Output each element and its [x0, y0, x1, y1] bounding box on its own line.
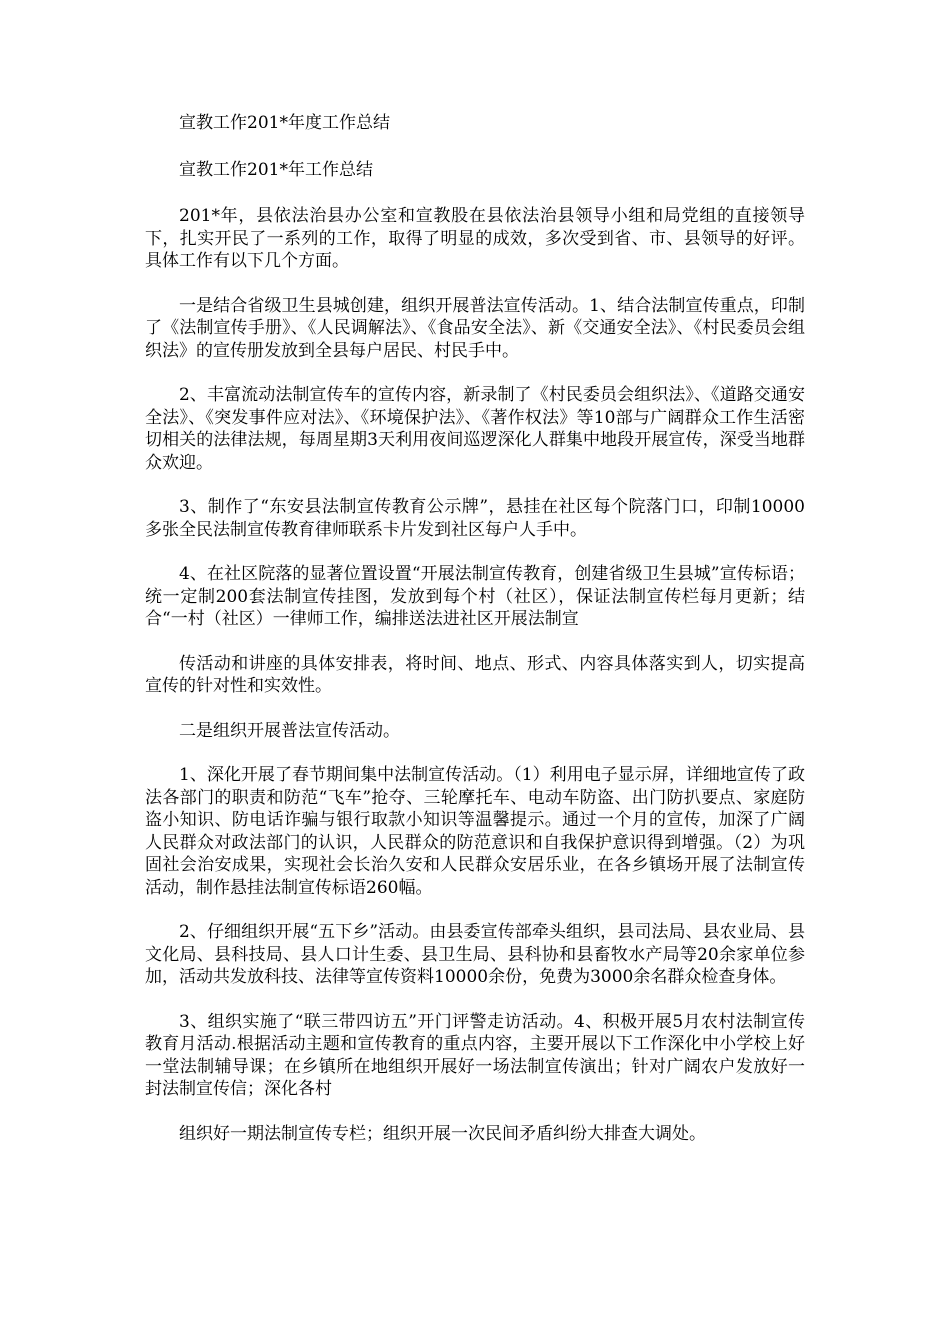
paragraph-item-4-continued: 传活动和讲座的具体安排表，将时间、地点、形式、内容具体落实到人，切实提高宣传的针对性和实效性。: [145, 653, 805, 696]
paragraph-section-two-item-1: 1、深化开展了春节期间集中法制宣传活动。（1）利用电子显示屏，详细地宣传了政法各部门的职责和防范“飞车”抢夺、三轮摩托车、电动车防盗、出门防扒要点、家庭防盗小知识、防电话诈骗与银行取款小知识等温馨提示。通过一个月的宣传，加深了广阔人民群众对政法部门的认识，人民群众的防范意识和自我保护意识得到增强。（2）为巩固社会治安成果，实现社会长治久安和人民群众安居乐业，在各乡镇场开展了法制宣传活动，制作悬挂法制宣传标语260幅。: [145, 765, 805, 898]
paragraph-item-3: 3、制作了“东安县法制宣传教育公示牌”，悬挂在社区每个院落门口，印制10000多张全民法制宣传教育律师联系卡片发到社区每户人手中。: [145, 497, 805, 540]
paragraph-item-4: 4、在社区院落的显著位置设置“开展法制宣传教育，创建省级卫生县城”宣传标语；统一定制200套法制宣传挂图，发放到每个村（社区），保证法制宣传栏每月更新；结合“一村（社区）一律师工作，编排送法进社区开展法制宣: [145, 564, 805, 629]
paragraph-section-two-item-3: 3、组织实施了“联三带四访五”开门评警走访活动。4、积极开展5月农村法制宣传教育月活动.根据活动主题和宣传教育的重点内容，主要开展以下工作深化中小学校上好一堂法制辅导课；在乡镇所在地组织开展好一场法制宣传演出；针对广阔农户发放好一封法制宣传信；深化各村: [145, 1011, 805, 1099]
paragraph-section-two-item-2: 2、仔细组织开展“五下乡”活动。由县委宣传部牵头组织，县司法局、县农业局、县文化局、县科技局、县人口计生委、县卫生局、县科协和县畜牧水产局等20余家单位参加，活动共发放科技、法律等宣传资料10000余份，免费为3000余名群众检查身体。: [145, 922, 805, 987]
paragraph-section-two: 二是组织开展普法宣传活动。: [179, 720, 400, 741]
paragraph-closing: 组织好一期法制宣传专栏；组织开展一次民间矛盾纠纷大排查大调处。: [179, 1123, 706, 1144]
paragraph-item-2: 2、丰富流动法制宣传车的宣传内容，新录制了《村民委员会组织法》、《道路交通安全法》、《突发事件应对法》、《环境保护法》、《著作权法》等10部与广阔群众工作生活密切相关的法律法规，每周星期3天利用夜间巡逻深化人群集中地段开展宣传，深受当地群众欢迎。: [145, 385, 805, 473]
paragraph-section-one: 一是结合省级卫生县城创建，组织开展普法宣传活动。1、结合法制宣传重点，印制了《法制宣传手册》、《人民调解法》、《食品安全法》、新《交通安全法》、《村民委员会组织法》的宣传册发放到全县每户居民、村民手中。: [145, 295, 805, 361]
document-title: 宣教工作201*年度工作总结: [179, 113, 390, 133]
document-body: [145, 112, 805, 1167]
paragraph-intro: 201*年，县依法治县办公室和宣教股在县依法治县领导小组和局党组的直接领导下，扎实开民了一系列的工作，取得了明显的成效，多次受到省、市、县领导的好评。具体工作有以下几个方面。: [145, 206, 805, 271]
document-subtitle: 宣教工作201*年工作总结: [179, 159, 373, 180]
